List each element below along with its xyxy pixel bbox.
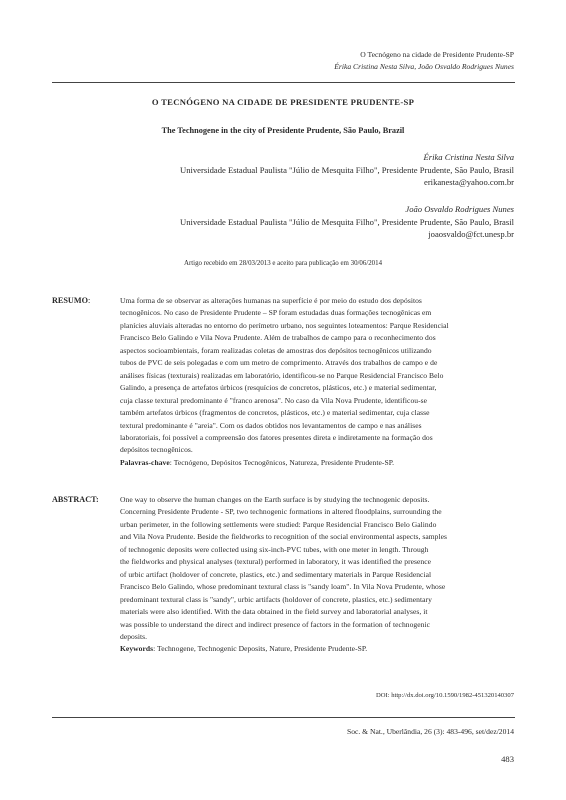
author-name: João Osvaldo Rodrigues Nunes xyxy=(405,204,514,214)
resumo-label-text: RESUMO xyxy=(52,296,88,305)
abstract-line: Concerning Presidente Prudente - SP, two technogenic formations in altered floodplains, surrounding the xyxy=(120,507,442,517)
article-title-en: The Technogene in the city of Presidente Prudente, São Paulo, Brazil xyxy=(161,126,405,135)
abstract-label xyxy=(52,495,99,504)
resumo-line: cuja classe textural predominante é "franco arenosa". No caso da Vila Nova Prudente, identificou-se xyxy=(120,395,428,405)
header-rule xyxy=(52,82,515,83)
abstract-label-text: ABSTRACT xyxy=(52,495,96,504)
resumo-line: aspectos socioambientais, foram realizadas coletas de amostras dos depósitos tecnogênicos utilizando xyxy=(120,345,432,355)
resumo-label xyxy=(52,296,90,305)
resumo-line: também artefatos úrbicos (fragmentos de concretos, plásticos, etc.) e material sedimentar, cuja classe xyxy=(120,408,430,418)
author-affiliation: Universidade Estadual Paulista "Júlio de Mesquita Filho", Presidente Prudente, São Paulo, Brasil xyxy=(179,216,514,227)
abstract-line: of urbic artifact (holdover of concrete, plastics, etc.) and sedimentary materials in Parque Residencial xyxy=(120,569,432,579)
author-block-2 xyxy=(74,203,514,241)
footer-rule xyxy=(52,717,515,718)
abstract-line: materials were also identified. With the data obtained in the field survey and laboratorial analyses, it xyxy=(120,607,428,617)
resumo-line: Francisco Belo Galindo e Vila Nova Prudente. Além de trabalhos de campo para o reconhecimento dos xyxy=(120,333,436,343)
resumo-keywords-text: : Tecnógeno, Depósitos Tecnogênicos, Natureza, Presidente Prudente-SP. xyxy=(169,457,395,467)
resumo-keywords xyxy=(120,457,515,469)
abstract-keywords-text: : Technogene, Technogenic Deposits, Nature, Presidente Prudente-SP. xyxy=(153,644,368,654)
abstract-keywords xyxy=(120,643,515,655)
abstract-line: Francisco Belo Galindo, whose predominant textural class is "sandy loam". In Vila Nova Prudente, whose xyxy=(120,582,446,592)
abstract-line: deposits. xyxy=(120,631,148,641)
abstract-line: and Vila Nova Prudente. Beside the fieldworks to recognition of the social environmental aspects, samples xyxy=(120,532,447,542)
resumo-line: tecnogênicos. No caso de Presidente Prudente – SP foram estudadas duas formações tecnogênicas em xyxy=(120,308,432,318)
resumo-line: Galindo, a presença de artefatos úrbicos (resquícios de concretos, plásticos, etc.) e material sedimentar, xyxy=(120,383,437,393)
abstract-line: predominant textural class is "sandy", urbic artifacts (holdover of concrete, plastics, etc.) sedimentary xyxy=(120,594,432,604)
doi-link[interactable]: DOI: http://dx.doi.org/10.1590/1982-451320140307 xyxy=(376,692,514,699)
resumo-line: textural predominante é "areia". Com os dados obtidos nos levantamentos de campo e nas análises xyxy=(120,420,422,430)
resumo-keywords-label: Palavras-chave xyxy=(120,457,170,467)
abstract-line: the fieldworks and physical analyses (textural) performed in laboratory, it was identified the presence xyxy=(120,557,432,567)
author-name: Érika Cristina Nesta Silva xyxy=(423,152,514,162)
author-email: joaosvaldo@fct.unesp.br xyxy=(428,229,514,240)
resumo-line: análises físicas (texturais) realizadas em laboratório, identificou-se no Parque Residencial Francisco Belo xyxy=(120,370,444,380)
resumo-line: tubos de PVC de seis polegadas e com um metro de comprimento. Através dos trabalhos de campo e de xyxy=(120,358,438,368)
resumo-line: depósitos tecnogênicos. xyxy=(120,445,193,455)
running-header-title: O Tecnógeno na cidade de Presidente Prudente-SP xyxy=(360,50,514,59)
author-email: erikanesta@yahoo.com.br xyxy=(424,177,514,188)
footer-journal: Soc. & Nat., Uberlândia, 26 (3): 483-496, set/dez/2014 xyxy=(346,727,514,736)
abstract-line: urban perimeter, in the following settlements were studied: Parque Residencial Francisco Belo Galindo xyxy=(120,519,437,529)
abstract-body xyxy=(120,494,515,656)
author-block-1 xyxy=(74,151,514,189)
page-number: 483 xyxy=(501,754,514,764)
resumo-label-colon: : xyxy=(87,296,91,305)
abstract-keywords-label: Keywords xyxy=(120,644,154,654)
resumo-body xyxy=(120,295,515,469)
received-note: Artigo recebido em 28/03/2013 e aceito para publicação em 30/06/2014 xyxy=(183,260,383,267)
article-title-pt: O TECNÓGENO NA CIDADE DE PRESIDENTE PRUDENTE-SP xyxy=(151,97,415,107)
running-header xyxy=(214,49,514,73)
resumo-line: Uma forma de se observar as alterações humanas na superfície é por meio do estudo dos depósitos xyxy=(120,296,422,305)
abstract-line: One way to observe the human changes on the Earth surface is by studying the technogenic deposits. xyxy=(120,495,430,504)
running-header-authors: Érika Cristina Nesta Silva, João Osvaldo Rodrigues Nunes xyxy=(334,62,514,71)
resumo-line: planícies aluviais alteradas no entorno do perímetro urbano, nos seguintes loteamentos: Parque Residencial xyxy=(120,320,449,330)
abstract-line: of technogenic deposits were collected using six-inch-PVC tubes, with one meter in length. Through xyxy=(120,544,429,554)
resumo-line: laboratoriais, foi possível a compreensão dos fatores presentes direta e indiretamente na formação dos xyxy=(120,432,433,442)
abstract-label-colon: : xyxy=(95,495,99,504)
author-affiliation: Universidade Estadual Paulista "Júlio de Mesquita Filho", Presidente Prudente, São Paulo, Brasil xyxy=(179,164,514,175)
abstract-line: was possible to understand the direct and indirect presence of factors in the formation of technogenic xyxy=(120,619,431,629)
